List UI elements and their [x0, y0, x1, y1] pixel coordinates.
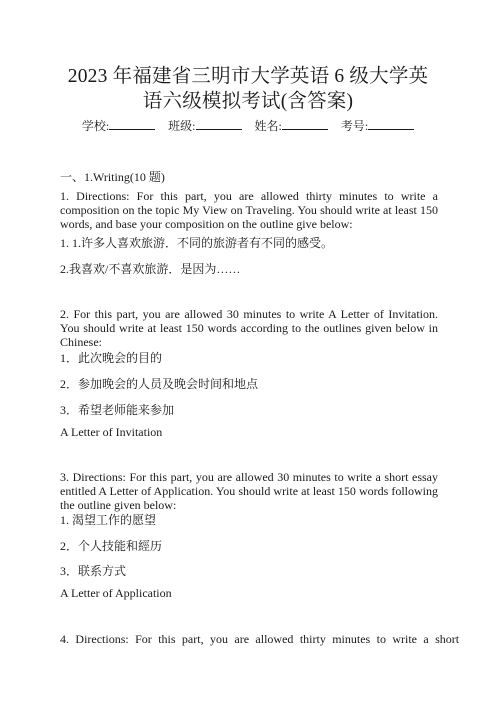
q1-outline-1: 1. 1.许多人喜欢旅游．不同的旅游者有不同的感受。: [60, 236, 334, 250]
q3-outline-1: 1. 渴望工作的愿望: [60, 513, 157, 527]
number-blank: [368, 118, 414, 130]
q3-outline-3: 3．联系方式: [60, 564, 127, 578]
q1-directions: 1. Directions: For this part, you are allowed thirty minutes to write a composition on the topic My View on Traveling. You should write at least 150 words, and base your composition on the outline give below:: [60, 189, 438, 231]
name-blank: [282, 118, 328, 130]
q4-directions: 4. Directions: For this part, you are allowed thirty minutes to write a short: [60, 632, 460, 646]
section-header: 一、1.Writing(10 题): [60, 170, 165, 184]
class-blank: [196, 118, 242, 130]
q3-directions: 3. Directions: For this part, you are allowed 30 minutes to write a short essay entitled A Letter of Application. You should write at least 150 words following the outline given below:: [60, 470, 438, 512]
student-info-line: [0, 117, 496, 134]
q2-directions: 2. For this part, you are allowed 30 minutes to write A Letter of Invitation. You should write at least 150 words according to the outlines given below in Chinese:: [60, 307, 438, 349]
school-blank: [109, 118, 155, 130]
q3-topic: A Letter of Application: [60, 586, 172, 600]
school-label: 学校:: [81, 119, 110, 133]
class-label: 班级:: [168, 119, 196, 133]
q2-outline-3: 3．希望老师能来参加: [60, 403, 175, 417]
q2-outline-2: 2．参加晚会的人员及晚会时间和地点: [60, 377, 259, 391]
q1-outline-2: 2.我喜欢/不喜欢旅游．是因为……: [60, 262, 241, 276]
q2-topic: A Letter of Invitation: [60, 425, 163, 439]
q3-outline-2: 2．个人技能和經历: [60, 539, 163, 553]
title-line-2: 语六级模拟考试(含答案): [142, 91, 354, 112]
number-label: 考号:: [340, 119, 369, 133]
page-title: [60, 64, 436, 114]
q2-outline-1: 1．此次晚会的目的: [60, 351, 163, 365]
name-label: 姓名:: [254, 119, 282, 133]
title-line-1: 2023 年福建省三明市大学英语 6 级大学英: [67, 66, 429, 87]
